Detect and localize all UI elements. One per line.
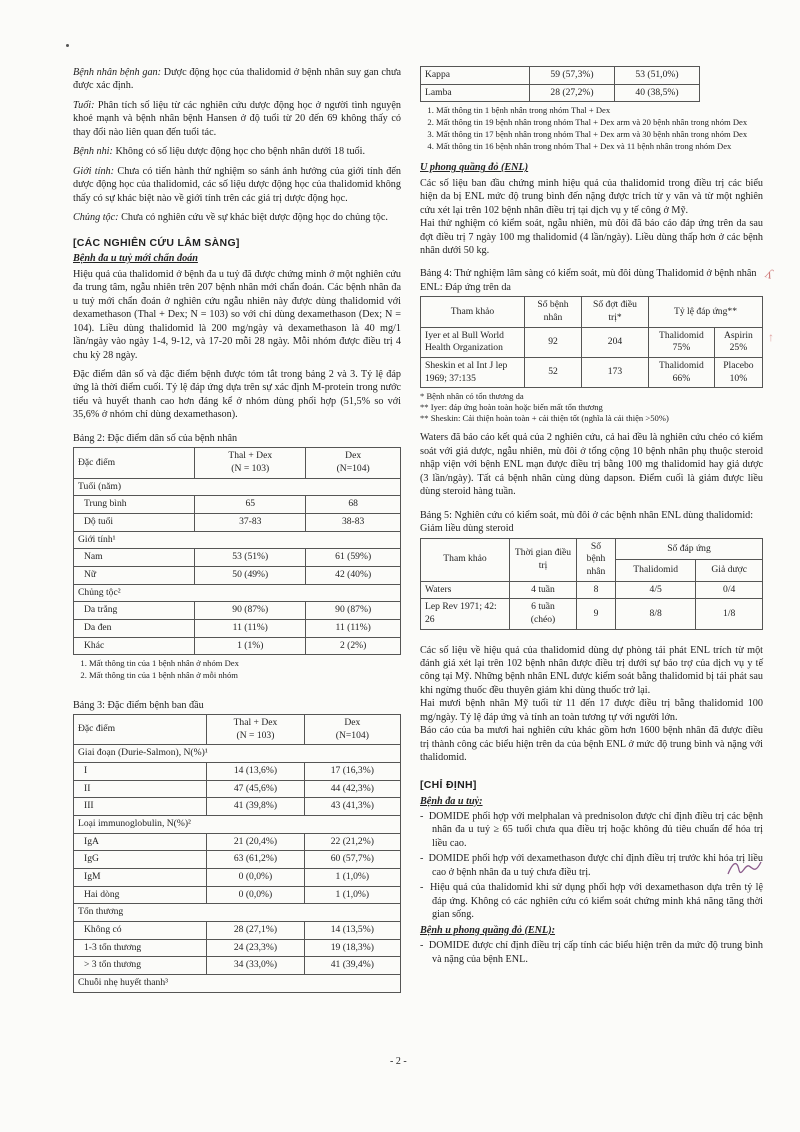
table-header: Giả dược <box>696 560 763 581</box>
table-row: 1-3 tổn thương 24 (23,3%) 19 (18,3%) <box>74 939 401 957</box>
table-group-row: Loại immunoglobulin, N(%)² <box>74 816 401 834</box>
table-row: Hai dòng 0 (0,0%) 1 (1,0%) <box>74 886 401 904</box>
table5-steroid-reduction <box>420 538 763 630</box>
paragraph-myeloma-study: Hiệu quả của thalidomid ở bệnh đa u tuỷ đã được chứng minh ở một nghiên cứu đa trung tâm, ngẫu nhiên trên 207 bệnh nhân mới chẩn đoán. Các bệnh nhân đa u tuỷ mới chẩn đoán ở nghiên cứu ngẫu nhiên này được dùng thalidomid với dexamethason (Thal + Dex; N = 103) so với chỉ dùng dexamethason (Dex; N = 104). Liều dùng thalidomid là 200 mg/ngày và dexamethason là 40 mg/1 lần/ngày vào ngày 1-4, 9-12, và 17-20 mỗi 28 ngày. Mỗi nhóm được điều trị 4 chu kỳ 28 ngày. <box>73 268 401 361</box>
subsection-title-myeloma: Bệnh đa u tuỷ mới chẩn đoán <box>73 253 198 265</box>
table-row: Da đen 11 (11%) 11 (11%) <box>74 619 401 637</box>
table-header: Số đợt điều trị* <box>582 297 649 327</box>
table-header: Tham khảo <box>421 538 510 581</box>
paragraph-pediatric-enl: Hai mươi bệnh nhân Mỹ tuổi từ 11 đến 17 được điều trị bằng thalidomid 100 mg/ngày. Tỷ lệ đáp ứng và tính an toàn tương tự với người lớn. <box>420 698 763 723</box>
table-row: IgG 63 (61,2%) 60 (57,7%) <box>74 851 401 869</box>
table-header: Đặc điểm <box>74 448 195 478</box>
subsection-title-enl-indication: Bệnh u phong quầng đỏ (ENL): <box>420 924 556 936</box>
table-header: Thời gian điều trị <box>510 538 577 581</box>
table-row: Sheskin et al Int J lep 1969; 37:135 52 173 Thalidomid 66% Placebo 10% <box>421 357 763 387</box>
handwritten-mark-icon: ↑ <box>768 330 774 344</box>
scan-speck <box>66 44 69 47</box>
subsection-title-enl: U phong quầng đỏ (ENL) <box>420 162 529 174</box>
table-row: Không có 28 (27,1%) 14 (13,5%) <box>74 921 401 939</box>
table-row: Kappa 59 (57,3%) 53 (51,0%) <box>421 67 700 85</box>
paragraph-age: Tuổi: Phân tích số liệu từ các nghiên cứu dược động học ở người tình nguyện khoẻ mạnh và bệnh nhân bệnh Hansen ở độ tuổi từ 20 đến 69 không thấy có thay đổi nào liên quan đến tuổi tác. <box>73 99 401 138</box>
table-header: Thal + Dex (N = 103) <box>207 715 304 745</box>
table-header: Thal + Dex (N = 103) <box>195 448 306 478</box>
table-row: Da trắng 90 (87%) 90 (87%) <box>74 602 401 620</box>
table-group-row: Giai đoạn (Durie-Salmon), N(%)¹ <box>74 745 401 763</box>
list-item: - Hiệu quả của thalidomid khi sử dụng phối hợp với dexamethason dựa trên tỷ lệ đáp ứng. Không có các nghiên cứu có kiểm soát chứng minh khả năng tăng thời gian sống. <box>420 882 763 921</box>
table5-caption: Bảng 5: Nghiên cứu có kiểm soát, mù đôi ở các bệnh nhân ENL dùng thalidomid: Giảm liều dùng steroid <box>420 509 754 535</box>
table-header: Số bệnh nhân <box>577 538 616 581</box>
table-row: Lamba 28 (27,2%) 40 (38,5%) <box>421 84 700 102</box>
section-title-indications: [CHỈ ĐỊNH] <box>420 778 477 791</box>
list-item: - DOMIDE phối hợp với melphalan và prednisolon được chỉ định điều trị các bệnh nhân đa u tuỷ ≥ 65 tuổi chưa qua điều trị hoặc không đủ tiêu chuẩn để hóa trị liều cao. <box>420 810 763 849</box>
table-row: > 3 tổn thương 34 (33,0%) 41 (39,4%) <box>74 957 401 975</box>
table2-demographics <box>73 447 401 655</box>
table-header: Số đáp ứng <box>616 538 763 559</box>
table-row: Nam 53 (51%) 61 (59%) <box>74 549 401 567</box>
table-row: III 41 (39,8%) 43 (41,3%) <box>74 798 401 816</box>
table3-baseline <box>73 714 401 993</box>
right-column <box>420 64 763 968</box>
paragraph-race: Chủng tộc: Chưa có nghiên cứu về sự khác biệt dược động học do chủng tộc. <box>73 212 388 224</box>
table4-footnote: * Bệnh nhân có tổn thương da <box>420 391 524 402</box>
table2-caption: Bảng 2: Đặc điểm dân số của bệnh nhân <box>73 432 238 444</box>
table-row: II 47 (45,6%) 44 (42,3%) <box>74 780 401 798</box>
paragraph-waters: Waters đã báo cáo kết quả của 2 nghiên cứu, cả hai đều là nghiên cứu chéo có kiểm soát với giả dược, ngẫu nhiên, mù đôi ở tổng cộng 10 bệnh nhân phụ thuộc steroid nhập viện với bệnh ENL mạn được điều trị bằng 100 mg thalidomid hay giả dược (3 lần/ngày). Tất cả bệnh nhân cùng dùng dapson. Điểm cuối là giảm được liều dùng steroid hàng tuần. <box>420 432 763 498</box>
paragraph-hepatic: Bệnh nhân bệnh gan: Dược động học của thalidomid ở bệnh nhân suy gan chưa được xác định. <box>73 67 401 92</box>
table-group-row: Tổn thương <box>74 904 401 922</box>
table4-enl-response <box>420 296 763 388</box>
table-header: Số bệnh nhân <box>525 297 582 327</box>
table-row: IgA 21 (20,4%) 22 (21,2%) <box>74 833 401 851</box>
table-row: Nữ 50 (49%) 42 (40%) <box>74 566 401 584</box>
table3-footnotes: 1. Mất thông tin 1 bệnh nhân trong nhóm Thal + Dex 2. Mất thông tin 19 bệnh nhân trong nhóm Thal + Dex arm và 20 bệnh nhân trong nhóm Dex 3. Mất thông tin 17 bệnh nhân trong nhóm Thal + Dex arm và 30 bệnh nhân trong nhóm Dex 4. Mất thông tin 16 bệnh nhân trong nhóm Thal + Dex và 11 bệnh nhân trong nhóm Dex <box>420 105 763 151</box>
table-header: Thalidomid <box>616 560 696 581</box>
table-group-row: Chuỗi nhẹ huyết thanh³ <box>74 974 401 992</box>
table-row: Khác 1 (1%) 2 (2%) <box>74 637 401 655</box>
page-number: - 2 - <box>390 1056 407 1067</box>
table-header: Tham khảo <box>421 297 525 327</box>
table-group-row: Giới tính¹ <box>74 531 401 549</box>
table-row: Waters 4 tuần 8 4/5 0/4 <box>421 581 763 599</box>
table-row: IgM 0 (0,0%) 1 (1,0%) <box>74 868 401 886</box>
paragraph-gender: Giới tính: Chưa có tiến hành thử nghiệm so sánh ảnh hưởng của giới tính đến dược động học của thalidomid, các số liệu dược động học của thalidomid không thấy có sự khác biệt nào về giới tính trên các giá trị dược động học. <box>73 165 401 204</box>
table3-continued <box>420 66 700 102</box>
table4-footnote: ** Iyer: đáp ứng hoàn toàn hoặc biến mất tổn thương <box>420 402 603 412</box>
table2-footnotes: 1. Mất thông tin của 1 bệnh nhân ở nhóm Dex 2. Mất thông tin của 1 bệnh nhân ở mỗi nhóm <box>73 658 401 680</box>
table-row: Lep Rev 1971; 42: 26 6 tuần (chéo) 9 8/8 1/8 <box>421 599 763 629</box>
handwritten-signature-icon <box>725 856 765 882</box>
table-header: Tỷ lệ đáp ứng** <box>649 297 763 327</box>
paragraph-enl-trials: Hai thử nghiệm có kiểm soát, ngẫu nhiên, mù đôi đã báo cáo đáp ứng trên da sau đợt điều trị 7 ngày 100 mg thalidomid (4 lần/ngày). Liều dùng thấp hơn ở các bệnh nhân dưới 50 kg. <box>420 218 763 256</box>
table-row: Dộ tuổi 37-83 38-83 <box>74 513 401 531</box>
table-group-row: Chủng tộc² <box>74 584 401 602</box>
left-column <box>73 66 401 996</box>
list-item: - DOMIDE phối hợp với dexamethason được chỉ định điều trị trước khi hóa trị liều cao ở bệnh nhân đa u tuỷ chưa điều trị. <box>420 853 763 878</box>
paragraph-enl-prophylaxis: Các số liệu về hiệu quả của thalidomid dùng dự phòng tái phát ENL trích từ một đánh giá xét lại trên 102 bệnh nhân được điều trị dưới sự bảo trợ của dịch vụ y tế công tại Mỹ. Những bệnh nhân ENL được kiểm soát bằng thalidomid bị tái phát sau khi ngừng thuốc đều thuyên giảm khi dùng thuốc trở lại. <box>420 644 763 696</box>
handwritten-mark-icon: ʎ <box>762 266 775 283</box>
paragraph-enl-intro: Các số liệu ban đầu chứng minh hiệu quả của thalidomid trong điều trị các biểu hiện da bị ENL mức độ trung bình đến nặng được trích từ y văn và từ một nghiên cứu xét lại trên 102 bệnh nhân điều trị tại dịch vụ y tế công ở Mỹ. <box>420 177 763 216</box>
table-header: Dex (N=104) <box>304 715 400 745</box>
table3-caption: Bảng 3: Đặc điểm bệnh ban đầu <box>73 699 204 711</box>
table-header: Đặc điểm <box>74 715 207 745</box>
table-row: Iyer et al Bull World Health Organization 92 204 Thalidomid 75% Aspirin 25% <box>421 327 763 357</box>
list-item: - DOMIDE được chỉ định điều trị cấp tính các biểu hiện trên da mức độ trung bình và nặng của bệnh ENL. <box>420 940 763 965</box>
table-group-row: Tuổi (năm) <box>74 478 401 496</box>
table-row: I 14 (13,6%) 17 (16,3%) <box>74 763 401 781</box>
paragraph-32-studies: Báo cáo của ba mươi hai nghiên cứu khác gồm hơn 1600 bệnh nhân đã được điều trị thành công các biểu hiện trên da của bệnh ENL ở mức độ trung bình và nặng với thalidomid. <box>420 725 763 764</box>
table-row: Trung bình 65 68 <box>74 496 401 514</box>
section-title-clinical-studies: [CÁC NGHIÊN CỨU LÂM SÀNG] <box>73 236 240 249</box>
paragraph-demographics: Đặc điểm dân số và đặc điểm bệnh được tóm tắt trong bảng 2 và 3. Tỷ lệ đáp ứng là thời điểm cuối. Tỷ lệ đáp ứng dựa trên sự xác định M-protein trong nước tiểu và huyết thanh cao hơn đáng kể ở nhóm dùng phối hợp (51,5% so với 35,6% ở nhóm chỉ dùng dexamethason). <box>73 369 401 421</box>
subsection-title-myeloma-indication: Bệnh đa u tuỷ: <box>420 795 483 807</box>
table-header: Dex (N=104) <box>306 448 401 478</box>
table4-footnote: ** Sheskin: Cải thiện hoàn toàn + cải thiện tốt (nghĩa là cải thiện >50%) <box>420 412 669 423</box>
paragraph-pediatric: Bệnh nhi: Không có số liệu dược động học cho bệnh nhân dưới 18 tuổi. <box>73 146 366 158</box>
table4-caption: Bảng 4: Thử nghiệm lâm sàng có kiểm soát, mù đôi dùng Thalidomid ở bệnh nhân ENL: Đáp ứng trên da <box>420 268 757 293</box>
